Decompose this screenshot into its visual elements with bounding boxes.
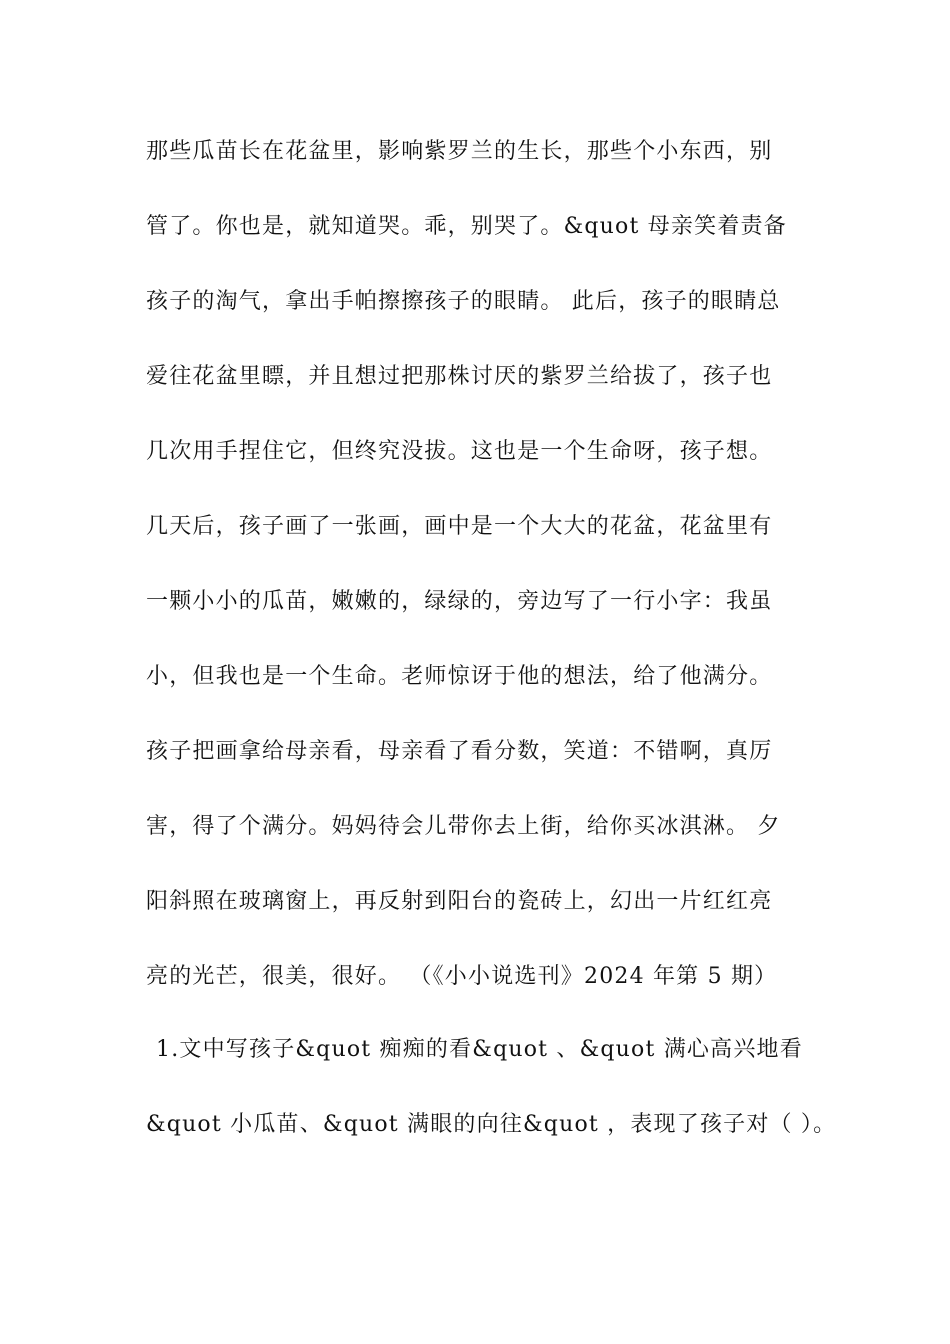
text-line: 那些瓜苗长在花盆里，影响紫罗兰的生长，那些个小东西，别 [146,139,773,164]
text-line: 管了。你也是，就知道哭。乖，别哭了。&quot 母亲笑着责备 [146,214,787,239]
text-line: 几天后，孩子画了一张画，画中是一个大大的花盆，花盆里有 [146,514,773,539]
text-line: 几次用手捏住它，但终究没拔。这也是一个生命呀，孩子想。 [146,439,773,464]
text-line: 一颗小小的瓜苗，嫩嫩的，绿绿的，旁边写了一行小字：我虽 [146,589,773,614]
source-citation-line: 亮的光芒，很美，很好。 （《小小说选刊》2024 年第 5 期） [146,964,778,989]
text-line: 孩子的淘气，拿出手帕擦擦孩子的眼睛。 此后，孩子的眼睛总 [146,289,781,314]
question-line: &quot 小瓜苗、&quot 满眼的向往&quot ，表现了孩子对（ ）。 [146,1112,837,1137]
text-line: 阳斜照在玻璃窗上，再反射到阳台的瓷砖上，幻出一片红红亮 [146,889,773,914]
text-line: 害，得了个满分。妈妈待会儿带你去上街，给你买冰淇淋。 夕 [146,814,781,839]
text-line: 爱往花盆里瞟，并且想过把那株讨厌的紫罗兰给拔了，孩子也 [146,364,773,389]
text-line: 小，但我也是一个生命。老师惊讶于他的想法，给了他满分。 [146,664,773,689]
question-line: 1.文中写孩子&quot 痴痴的看&quot 、&quot 满心高兴地看 [156,1037,803,1062]
text-line: 孩子把画拿给母亲看，母亲看了看分数，笑道：不错啊，真厉 [146,739,773,764]
